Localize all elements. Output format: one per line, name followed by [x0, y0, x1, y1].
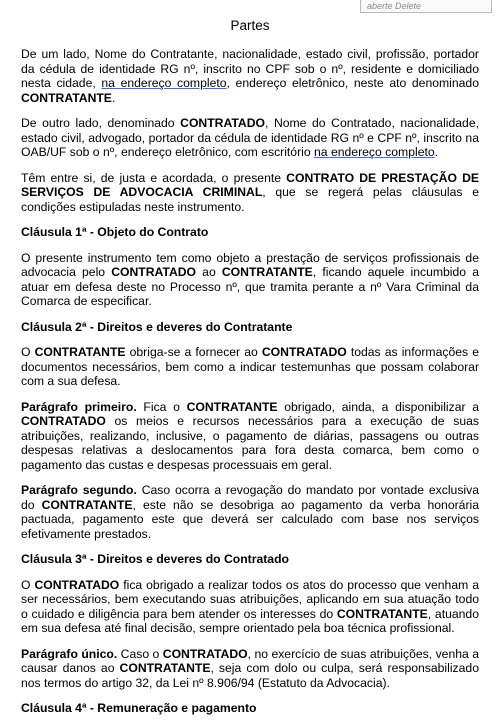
bold-term: CONTRATADO	[261, 345, 347, 359]
corner-tag: aberte Delete	[360, 0, 492, 13]
section-title: Partes	[230, 18, 270, 33]
bold-term: CONTRATANTE	[336, 606, 428, 621]
bold-term: CONTRATANTE	[119, 661, 211, 675]
bold-term: CONTRATANTE	[34, 345, 126, 359]
bold-term: CONTRATANTE	[221, 265, 313, 279]
paragraph-deveres-contratado: O CONTRATADO fica obrigado a realizar todos os atos do processo que venham a ser necessários, bem executando suas atribuições, aplicando em sua atuação todo o cuidado e diligência para bem atender os interesses do CONTRATANTE, atuando em sua defesa até final decisão, sempre orientado pela boa técnica profissional.	[21, 577, 479, 635]
paragraph-contratado: De outro lado, denominado CONTRATADO, Nome do Contratado, nacionalidade, estado civil, advogado, portador da cédula de identidade RG nº e CPF nº, inscrito na OAB/UF sob o nº, endereço eletrônico, com escritório na endereço completo.	[21, 116, 480, 159]
paragraph-agreement: Têm entre si, de justa e acordada, o presente CONTRATO DE PRESTAÇÃO DE SERVIÇOS DE ADVOCACIA CRIMINAL, que se regerá pelas cláusulas e condições estipuladas neste instrumento.	[21, 170, 479, 214]
bold-term: CONTRATANTE	[41, 497, 133, 512]
paragraph-unico: Parágrafo único. Caso o CONTRATADO, no exercício de suas atribuições, venha a causar danos ao CONTRATANTE, seja com dolo ou culpa, será responsabilizado nos termos do artigo 32, da Lei nº 8.906/94 (Estatuto da Advocacia).	[21, 646, 479, 690]
paragraph-deveres-contratante: O CONTRATANTE obriga-se a fornecer ao CONTRATADO todas as informações e documentos necessários, bem como a indicar testemunhas que possam colaborar com a sua defesa.	[21, 345, 479, 388]
paragraph-label: Parágrafo segundo.	[21, 483, 137, 497]
bold-term: CONTRATADO	[111, 265, 197, 279]
spellcheck-underline: na endereço completo	[101, 76, 227, 90]
bold-term: CONTRATANTE	[186, 399, 278, 414]
bold-term: CONTRATANTE	[21, 90, 112, 105]
bold-term: CONTRATADO	[34, 577, 120, 592]
clause-heading-2: Cláusula 2ª - Direitos e deveres do Contratante	[21, 319, 293, 334]
spellcheck-underline: na endereço completo	[314, 145, 435, 159]
bold-term: CONTRATADO	[162, 646, 248, 661]
clause-heading-1: Cláusula 1ª - Objeto do Contrato	[21, 225, 209, 239]
bold-term: CONTRATADO	[180, 116, 265, 130]
clause-heading-3: Cláusula 3ª - Direitos e deveres do Contratado	[21, 552, 289, 566]
paragraph-label: Parágrafo único.	[21, 646, 118, 661]
paragraph-primeiro: Parágrafo primeiro. Fica o CONTRATANTE obrigado, ainda, a disponibilizar a CONTRATADO os meios e recursos necessários para a execução de suas atribuições, realizando, inclusive, o pagamento de diárias, passagens ou outras despesas relativas a deslocamentos para fora desta comarca, bem como o pagamento das custas e despesas processuais em geral.	[21, 399, 479, 472]
clause-heading-4: Cláusula 4ª - Remuneração e pagamento	[21, 701, 257, 715]
paragraph-objeto: O presente instrumento tem como objeto a prestação de serviços profissionais de advocacia pelo CONTRATADO ao CONTRATANTE, ficando aquele incumbido a atuar em defesa deste no Processo nº, que tramita perante a nº Vara Criminal da Comarca de especificar.	[21, 250, 479, 308]
bold-term: CONTRATADO	[21, 414, 106, 428]
document-page	[21, 12, 479, 727]
paragraph-contratante: De um lado, Nome do Contratante, nacionalidade, estado civil, profissão, portador da cédula de identidade RG nº, inscrito no CPF sob o nº, residente e domiciliado nesta cidade, na endereço completo, endereço eletrônico, neste ato denominado CONTRATANTE.	[21, 47, 479, 105]
paragraph-segundo: Parágrafo segundo. Caso ocorra a revogação do mandato por vontade exclusiva do CONTRATANTE, este não se desobriga ao pagamento da verba honorária pactuada, pagamento este que deverá ser calculado com base nos serviços efetivamente prestados.	[21, 483, 480, 541]
bold-term: CONTRATO DE PRESTAÇÃO DE SERVIÇOS DE ADVOCACIA CRIMINAL	[21, 170, 479, 199]
paragraph-label: Parágrafo primeiro.	[21, 399, 137, 414]
